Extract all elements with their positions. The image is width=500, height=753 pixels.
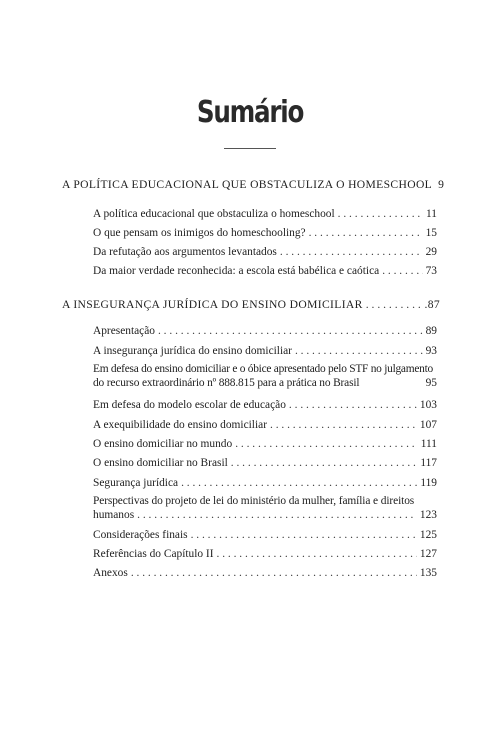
toc-entry — [93, 456, 437, 470]
toc-entry-label: O que pensam os inimigos do homeschooling? — [93, 227, 306, 239]
title-divider — [224, 148, 276, 149]
toc-leader-dots — [137, 508, 417, 522]
toc-page-number: 125 — [419, 529, 437, 541]
toc-entry-label-line: Perspectivas do projeto de lei do ministério da mulher, família e direitos — [93, 495, 415, 507]
toc-leader-dots — [295, 344, 423, 358]
page-title: Sumário — [196, 95, 304, 130]
toc-entry-multiline — [93, 362, 437, 377]
toc-page-number: 119 — [420, 477, 437, 489]
toc-entry-label: do recurso extraordinário nº 888.815 para a prática no Brasil — [93, 377, 360, 389]
toc-leader-dots — [158, 324, 423, 338]
toc-page-number: 95 — [425, 377, 437, 389]
toc-page-number: 73 — [425, 265, 437, 277]
toc-leader-dots — [131, 566, 417, 580]
toc-page-number: 117 — [420, 457, 437, 469]
toc-section-label: A POLÍTICA EDUCACIONAL QUE OBSTACULIZA O HOMESCHOOL — [62, 178, 433, 191]
toc-entry — [93, 324, 437, 338]
toc-leader-dots — [191, 528, 417, 542]
toc-entry — [93, 226, 437, 240]
toc-leader-dots — [231, 456, 418, 470]
toc-entry-multiline — [93, 494, 437, 509]
toc-entry-label: Anexos — [93, 567, 128, 579]
toc-entry-label: Apresentação — [93, 325, 155, 337]
toc-page-number: 89 — [425, 325, 437, 337]
toc-entry — [93, 437, 437, 451]
toc-entry-label: humanos — [93, 509, 135, 521]
toc-leader-dots — [217, 547, 417, 561]
toc-page-number: 29 — [425, 246, 437, 258]
toc-leader-dots — [289, 398, 417, 412]
toc-page-number: 15 — [425, 227, 437, 239]
toc-leader-dots — [382, 264, 422, 278]
toc-entry-label: Em defesa do modelo escolar de educação — [93, 399, 286, 411]
toc-leader-dots — [366, 298, 422, 312]
toc-entry-label: A insegurança jurídica do ensino domiciliar — [93, 345, 292, 357]
toc-entry-label-line: Em defesa do ensino domiciliar e o óbice apresentado pelo STF no julgamento — [93, 363, 433, 375]
toc-page-number: 93 — [425, 345, 437, 357]
toc-entry-label: A exequibilidade do ensino domiciliar — [93, 419, 267, 431]
toc-page-number: 135 — [419, 567, 437, 579]
toc-section-label: A INSEGURANÇA JURÍDICA DO ENSINO DOMICILIAR — [62, 298, 363, 311]
toc-entry-label: Da refutação aos argumentos levantados — [93, 246, 277, 258]
toc-entry — [93, 344, 437, 358]
toc-leader-dots — [235, 437, 418, 451]
toc-entry-label: O ensino domiciliar no mundo — [93, 438, 233, 450]
toc-section-1 — [62, 178, 445, 192]
toc-entry-label: Da maior verdade reconhecida: a escola está babélica e caótica — [93, 265, 380, 277]
toc-entry-label: Referências do Capítulo II — [93, 548, 214, 560]
toc-entry — [93, 245, 437, 259]
toc-entry-label: A política educacional que obstaculiza o homeschool — [93, 208, 335, 220]
toc-entry-label: O ensino domiciliar no Brasil — [93, 457, 228, 469]
toc-entry — [93, 264, 437, 278]
toc-entry — [93, 528, 437, 542]
toc-leader-dots — [181, 476, 417, 490]
toc-entry-label: Considerações finais — [93, 529, 188, 541]
toc-entry — [93, 207, 437, 221]
toc-entry-label: Segurança jurídica — [93, 477, 179, 489]
toc-entry — [93, 566, 437, 580]
toc-page-number: 9 — [438, 178, 445, 191]
toc-page-number: 127 — [419, 548, 437, 560]
toc-entry — [93, 376, 437, 390]
toc-leader-dots — [338, 207, 423, 221]
toc-page-number: 107 — [419, 419, 437, 431]
toc-entry — [93, 508, 437, 522]
toc-entry — [93, 418, 437, 432]
toc-section-2 — [62, 298, 440, 312]
toc-leader-dots — [309, 226, 423, 240]
toc-leader-dots — [280, 245, 423, 259]
toc-page-number: 103 — [419, 399, 437, 411]
toc-page-number: 123 — [419, 509, 437, 521]
toc-entry — [93, 547, 437, 561]
toc-leader-dots — [270, 418, 417, 432]
toc-entry — [93, 398, 437, 412]
toc-page-number: 11 — [426, 208, 437, 220]
toc-page-number: 111 — [420, 438, 437, 450]
toc-entry — [93, 476, 437, 490]
toc-page-number: .87 — [424, 298, 440, 311]
